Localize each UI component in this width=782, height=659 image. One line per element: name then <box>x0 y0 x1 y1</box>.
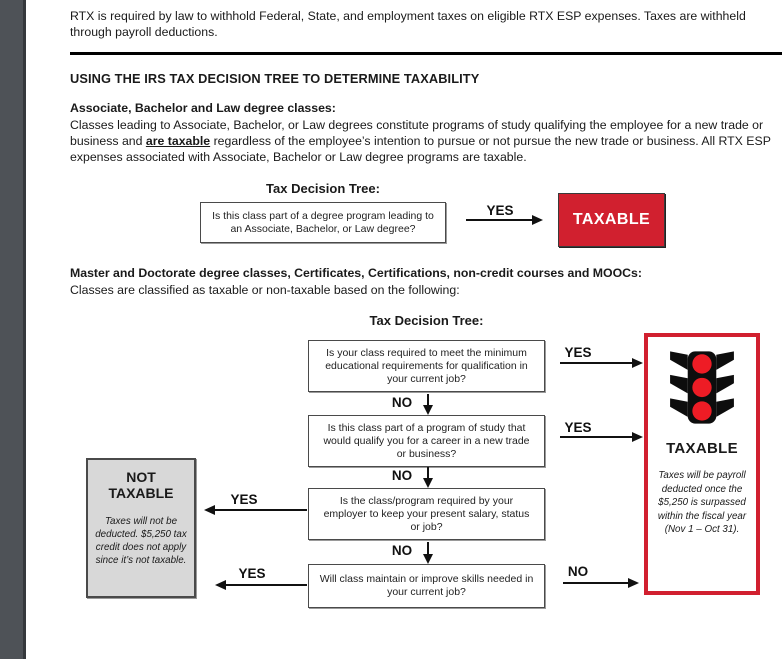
tree2-yes-arrow-line-q3 <box>215 509 307 511</box>
taxable-title: TAXABLE <box>666 440 738 457</box>
not-taxable-title <box>88 469 194 501</box>
tree2-yes-label-q3: YES <box>230 492 258 507</box>
tree2-question-3-box: Is the class/program required by your employer to keep your present salary, status or job? <box>308 488 545 540</box>
associate-body-emphasis: are taxable <box>145 134 211 148</box>
tree2-yes-label-q4: YES <box>238 566 266 581</box>
tree2-yes-arrowhead-q1-icon <box>632 358 643 368</box>
tree2-yes-label-q1: YES <box>564 345 592 360</box>
intro-paragraph: RTX is required by law to withhold Federal, State, and employment taxes on eligible RTX ESP expenses. Taxes are withheld through payroll deductions. <box>70 9 746 39</box>
tree2-no-arrow-line-q4 <box>563 582 630 584</box>
master-heading: Master and Doctorate degree classes, Certificates, Certifications, non-credit courses and MOOCs: <box>70 266 642 280</box>
tree2-question-2-box: Is this class part of a program of study that would qualify you for a career in a new trade or business? <box>308 415 545 467</box>
traffic-light-icon <box>648 349 756 436</box>
associate-body-pre: Classes leading to Associate, Bachelor, or Law degrees constitute programs of study qualifying the employee for a new trade or business and <box>70 118 764 148</box>
associate-heading: Associate, Bachelor and Law degree classes: <box>70 101 336 115</box>
pdf-viewer-margin-strip <box>0 0 26 659</box>
tree2-no-label-q4: NO <box>567 564 589 579</box>
tree1-question-box: Is this class part of a degree program leading to an Associate, Bachelor, or Law degree? <box>200 202 446 243</box>
section-heading: USING THE IRS TAX DECISION TREE TO DETERMINE TAXABILITY <box>70 71 480 86</box>
tree2-question-4-box: Will class maintain or improve skills needed in your current job? <box>308 564 545 608</box>
tree2-yes-arrowhead-q2-icon <box>632 432 643 442</box>
tree2-question-1-box: Is your class required to meet the minimum educational requirements for qualification in your current job? <box>308 340 545 392</box>
associate-paragraph <box>70 117 777 165</box>
not-taxable-title-line1: NOT <box>126 469 156 485</box>
not-taxable-title-line2: TAXABLE <box>108 485 174 501</box>
tree2-yes-arrow-line-q4 <box>226 584 307 586</box>
tree2-no-arrowhead-2-icon <box>423 478 433 488</box>
tree2-no-label-3: NO <box>391 543 413 558</box>
section-divider <box>70 52 782 55</box>
tree2-no-label-1: NO <box>391 395 413 410</box>
master-paragraph: Classes are classified as taxable or non-taxable based on the following: <box>70 283 460 297</box>
tree2-no-arrowhead-3-icon <box>423 554 433 564</box>
not-taxable-panel <box>86 458 196 598</box>
tree1-title: Tax Decision Tree: <box>266 181 380 196</box>
tree2-no-label-2: NO <box>391 468 413 483</box>
tree2-yes-arrowhead-q3-icon <box>204 505 215 515</box>
tree1-taxable-box: TAXABLE <box>558 193 665 247</box>
associate-body-post: regardless of the employee’s intention to pursue or not pursue the new trade or business. All RTX ESP expenses associated with Associate, Bachelor or Law degree programs are taxable. <box>70 134 771 164</box>
not-taxable-note: Taxes will not be deducted. $5,250 tax credit does not apply since it’s not taxable. <box>95 516 187 566</box>
taxable-note: Taxes will be payroll deducted once the $5,250 is surpassed within the fiscal year (Nov 1 – Oct 31). <box>657 470 747 535</box>
tree2-title: Tax Decision Tree: <box>369 313 484 328</box>
tree2-yes-label-q2: YES <box>564 420 592 435</box>
tree2-yes-arrow-line-q2 <box>560 436 634 438</box>
tree1-yes-label: YES <box>486 203 514 218</box>
tree2-yes-arrowhead-q4-icon <box>215 580 226 590</box>
tree2-no-arrowhead-1-icon <box>423 405 433 415</box>
tree1-yes-arrow-line <box>466 219 532 221</box>
tree1-yes-arrowhead-icon <box>532 215 543 225</box>
tree2-yes-arrow-line-q1 <box>560 362 634 364</box>
tree2-no-arrowhead-q4-icon <box>628 578 639 588</box>
taxable-panel <box>644 333 760 595</box>
